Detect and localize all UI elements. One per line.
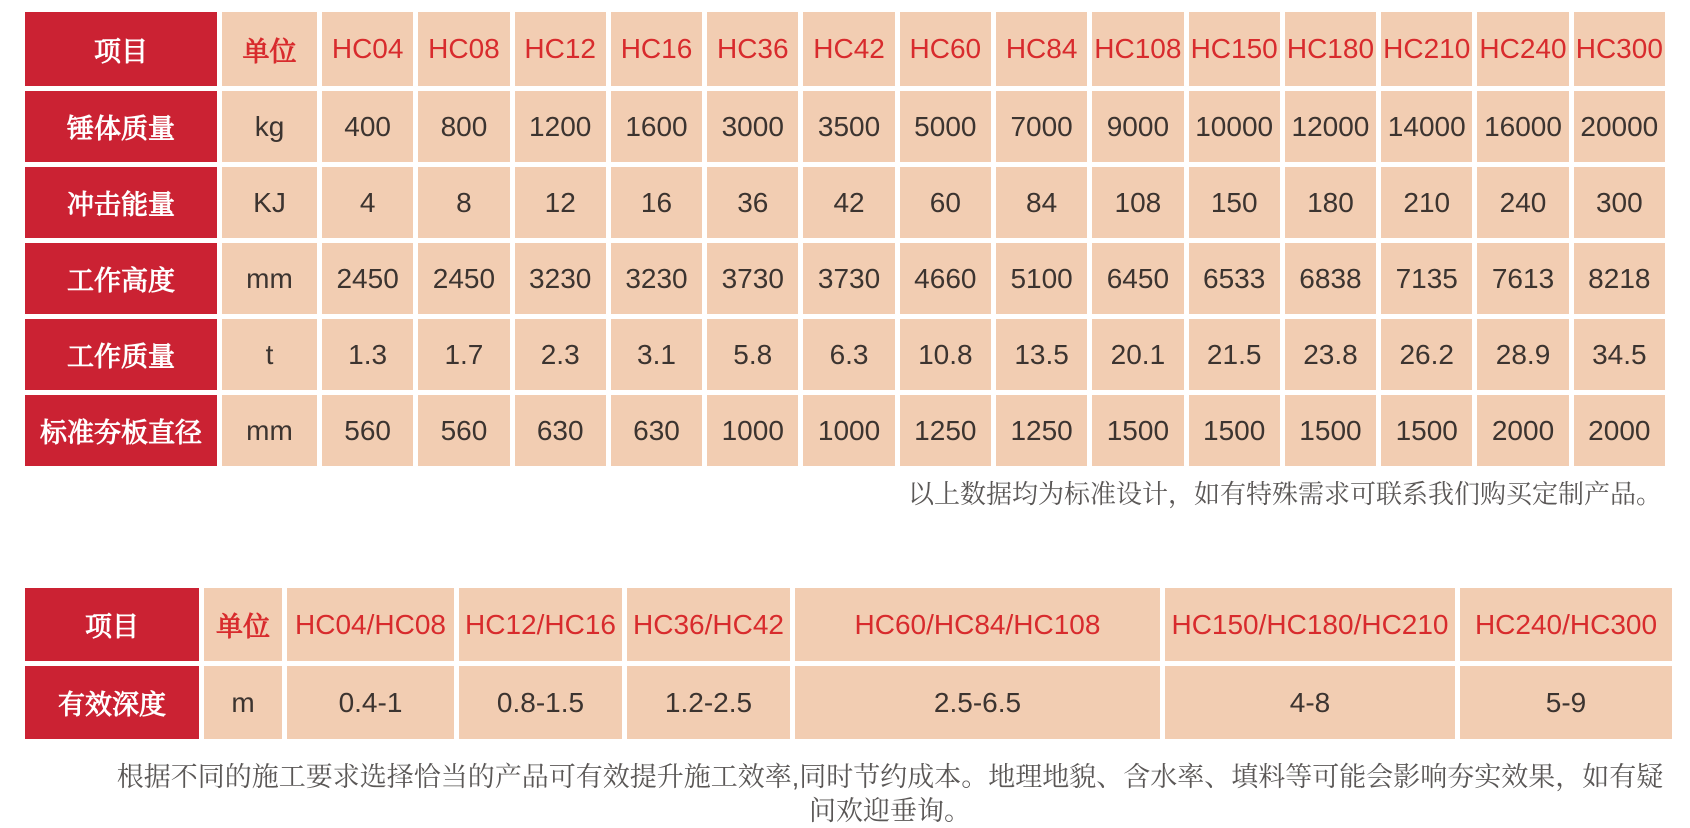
model-header-cell: HC08 <box>418 12 509 86</box>
value-cell: 2450 <box>418 243 509 314</box>
item-header-cell: 项目 <box>25 588 199 661</box>
value-cell: 6450 <box>1092 243 1183 314</box>
value-cell: 4 <box>322 167 413 238</box>
value-cell: 5.8 <box>707 319 798 390</box>
value-cell: 1500 <box>1189 395 1280 466</box>
row-unit-cell: m <box>204 666 282 739</box>
model-header-cell: HC36/HC42 <box>627 588 790 661</box>
value-cell: 800 <box>418 91 509 162</box>
value-cell: 2.5-6.5 <box>795 666 1160 739</box>
value-cell: 84 <box>996 167 1087 238</box>
model-header-cell: HC150 <box>1189 12 1280 86</box>
table-row <box>25 319 1665 390</box>
value-cell: 560 <box>418 395 509 466</box>
value-cell: 1.7 <box>418 319 509 390</box>
model-header-cell: HC240/HC300 <box>1460 588 1672 661</box>
value-cell: 4-8 <box>1165 666 1455 739</box>
value-cell: 3000 <box>707 91 798 162</box>
value-cell: 0.4-1 <box>287 666 454 739</box>
value-cell: 6838 <box>1285 243 1376 314</box>
value-cell: 7135 <box>1381 243 1472 314</box>
value-cell: 150 <box>1189 167 1280 238</box>
value-cell: 13.5 <box>996 319 1087 390</box>
value-cell: 5100 <box>996 243 1087 314</box>
spec-table-main <box>20 7 1670 471</box>
model-header-cell: HC150/HC180/HC210 <box>1165 588 1455 661</box>
value-cell: 1.2-2.5 <box>627 666 790 739</box>
value-cell: 210 <box>1381 167 1472 238</box>
value-cell: 630 <box>611 395 702 466</box>
table-row <box>25 91 1665 162</box>
table-row <box>25 395 1665 466</box>
table-header-row <box>25 12 1665 86</box>
value-cell: 21.5 <box>1189 319 1280 390</box>
value-cell: 2450 <box>322 243 413 314</box>
value-cell: 1.3 <box>322 319 413 390</box>
value-cell: 42 <box>803 167 894 238</box>
row-unit-cell: kg <box>222 91 317 162</box>
value-cell: 630 <box>515 395 606 466</box>
value-cell: 3.1 <box>611 319 702 390</box>
row-unit-cell: t <box>222 319 317 390</box>
value-cell: 6.3 <box>803 319 894 390</box>
value-cell: 0.8-1.5 <box>459 666 622 739</box>
value-cell: 240 <box>1477 167 1568 238</box>
table-row <box>25 243 1665 314</box>
main-table-note: 以上数据均为标准设计，如有特殊需求可联系我们购买定制产品。 <box>907 479 1662 509</box>
value-cell: 108 <box>1092 167 1183 238</box>
model-header-cell: HC300 <box>1574 12 1665 86</box>
model-header-cell: HC84 <box>996 12 1087 86</box>
row-label-cell: 冲击能量 <box>25 167 217 238</box>
value-cell: 7000 <box>996 91 1087 162</box>
value-cell: 36 <box>707 167 798 238</box>
value-cell: 1200 <box>515 91 606 162</box>
value-cell: 14000 <box>1381 91 1472 162</box>
model-header-cell: HC42 <box>803 12 894 86</box>
value-cell: 5000 <box>900 91 991 162</box>
value-cell: 1600 <box>611 91 702 162</box>
value-cell: 7613 <box>1477 243 1568 314</box>
unit-header-cell: 单位 <box>222 12 317 86</box>
value-cell: 1500 <box>1285 395 1376 466</box>
unit-header-cell: 单位 <box>204 588 282 661</box>
value-cell: 1000 <box>803 395 894 466</box>
value-cell: 12000 <box>1285 91 1376 162</box>
value-cell: 1000 <box>707 395 798 466</box>
value-cell: 4660 <box>900 243 991 314</box>
table-header-row <box>25 588 1672 661</box>
value-cell: 60 <box>900 167 991 238</box>
model-header-cell: HC12/HC16 <box>459 588 622 661</box>
value-cell: 3230 <box>611 243 702 314</box>
value-cell: 8 <box>418 167 509 238</box>
value-cell: 16000 <box>1477 91 1568 162</box>
value-cell: 10.8 <box>900 319 991 390</box>
item-header-cell: 项目 <box>25 12 217 86</box>
row-unit-cell: mm <box>222 395 317 466</box>
value-cell: 3500 <box>803 91 894 162</box>
model-header-cell: HC210 <box>1381 12 1472 86</box>
model-header-cell: HC60/HC84/HC108 <box>795 588 1160 661</box>
value-cell: 300 <box>1574 167 1665 238</box>
model-header-cell: HC04/HC08 <box>287 588 454 661</box>
value-cell: 16 <box>611 167 702 238</box>
value-cell: 1500 <box>1092 395 1183 466</box>
spec-table-effective-depth <box>20 583 1677 744</box>
row-label-cell: 标准夯板直径 <box>25 395 217 466</box>
model-header-cell: HC36 <box>707 12 798 86</box>
model-header-cell: HC108 <box>1092 12 1183 86</box>
row-label-cell: 锤体质量 <box>25 91 217 162</box>
model-header-cell: HC04 <box>322 12 413 86</box>
value-cell: 180 <box>1285 167 1376 238</box>
value-cell: 20000 <box>1574 91 1665 162</box>
value-cell: 9000 <box>1092 91 1183 162</box>
model-header-cell: HC240 <box>1477 12 1568 86</box>
value-cell: 560 <box>322 395 413 466</box>
value-cell: 3730 <box>707 243 798 314</box>
value-cell: 12 <box>515 167 606 238</box>
value-cell: 6533 <box>1189 243 1280 314</box>
value-cell: 34.5 <box>1574 319 1665 390</box>
row-unit-cell: KJ <box>222 167 317 238</box>
row-label-cell: 有效深度 <box>25 666 199 739</box>
value-cell: 2000 <box>1477 395 1568 466</box>
table-row <box>25 666 1672 739</box>
value-cell: 28.9 <box>1477 319 1568 390</box>
value-cell: 1500 <box>1381 395 1472 466</box>
value-cell: 23.8 <box>1285 319 1376 390</box>
value-cell: 3730 <box>803 243 894 314</box>
value-cell: 1250 <box>900 395 991 466</box>
table-row <box>25 167 1665 238</box>
row-unit-cell: mm <box>222 243 317 314</box>
value-cell: 2.3 <box>515 319 606 390</box>
value-cell: 5-9 <box>1460 666 1672 739</box>
model-header-cell: HC12 <box>515 12 606 86</box>
model-header-cell: HC60 <box>900 12 991 86</box>
value-cell: 8218 <box>1574 243 1665 314</box>
depth-table-note: 根据不同的施工要求选择恰当的产品可有效提升施工效率,同时节约成本。地理地貌、含水率、填料等可能会影响夯实效果，如有疑问欢迎垂询。 <box>116 762 1664 826</box>
value-cell: 26.2 <box>1381 319 1472 390</box>
model-header-cell: HC180 <box>1285 12 1376 86</box>
value-cell: 1250 <box>996 395 1087 466</box>
value-cell: 400 <box>322 91 413 162</box>
value-cell: 10000 <box>1189 91 1280 162</box>
row-label-cell: 工作质量 <box>25 319 217 390</box>
row-label-cell: 工作高度 <box>25 243 217 314</box>
value-cell: 20.1 <box>1092 319 1183 390</box>
value-cell: 3230 <box>515 243 606 314</box>
value-cell: 2000 <box>1574 395 1665 466</box>
model-header-cell: HC16 <box>611 12 702 86</box>
